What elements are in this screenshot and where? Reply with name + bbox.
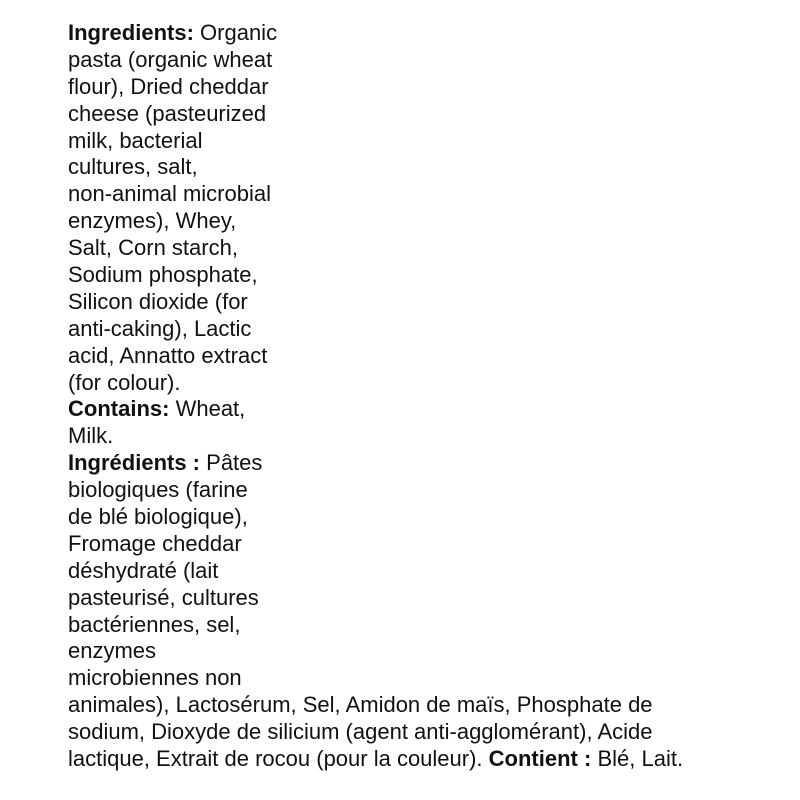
french-ingredient-line: pasteurisé, cultures (68, 584, 259, 610)
english-contains-heading: Contains: (68, 396, 170, 422)
english-ingredient-line: anti-caking), Lactic (68, 315, 252, 341)
english-ingredient-line: Salt, Corn starch, (68, 235, 238, 261)
english-ingredient-line: Sodium phosphate, (68, 262, 258, 288)
english-ingredient-line: flour), Dried cheddar (68, 73, 269, 99)
french-ingredient-line: biologiques (farine (68, 477, 248, 503)
french-ingredients-line-1 (68, 450, 788, 477)
french-final-line (68, 746, 788, 773)
french-contains-heading: Contient : (488, 746, 592, 772)
english-ingredient-line: (for colour). (68, 369, 181, 395)
french-ingredient-line: enzymes (68, 638, 157, 664)
english-contains-line: Milk. (68, 423, 114, 449)
french-ingredient-text: lactique, Extrait de rocou (pour la couleur). (68, 746, 483, 772)
english-contains-line-1 (68, 396, 788, 423)
english-contains-text: Wheat, (175, 396, 246, 422)
english-ingredient-line: cultures, salt, (68, 154, 198, 180)
english-ingredient-line: cheese (pasteurized (68, 100, 267, 126)
french-ingredient-text: Pâtes (206, 450, 263, 476)
english-ingredient-text: Organic (200, 20, 278, 45)
english-ingredient-line: pasta (organic wheat (68, 46, 273, 72)
french-ingredient-line: microbiennes non (68, 665, 242, 691)
french-ingredient-line: de blé biologique), (68, 504, 248, 530)
english-ingredient-line: Silicon dioxide (for (68, 288, 248, 314)
french-ingredient-line: Fromage cheddar (68, 530, 242, 556)
english-ingredient-line: acid, Annatto extract (68, 342, 268, 368)
english-ingredients-heading: Ingredients: (68, 20, 194, 45)
french-contains-text: Blé, Lait. (597, 746, 684, 772)
english-ingredient-line: non-animal microbial (68, 181, 271, 207)
french-ingredients-heading: Ingrédients : (68, 450, 201, 476)
english-ingredients-line-1 (68, 20, 788, 47)
english-ingredient-line: enzymes), Whey, (68, 208, 237, 234)
french-ingredient-line: animales), Lactosérum, Sel, Amidon de maïs, Phosphate de (68, 692, 653, 718)
french-ingredient-line: déshydraté (lait (68, 557, 219, 583)
french-ingredient-line: bactériennes, sel, (68, 611, 241, 637)
french-ingredient-line: sodium, Dioxyde de silicium (agent anti-agglomérant), Acide (68, 719, 653, 745)
ingredients-label (68, 20, 788, 773)
english-ingredient-line: milk, bacterial (68, 127, 203, 153)
